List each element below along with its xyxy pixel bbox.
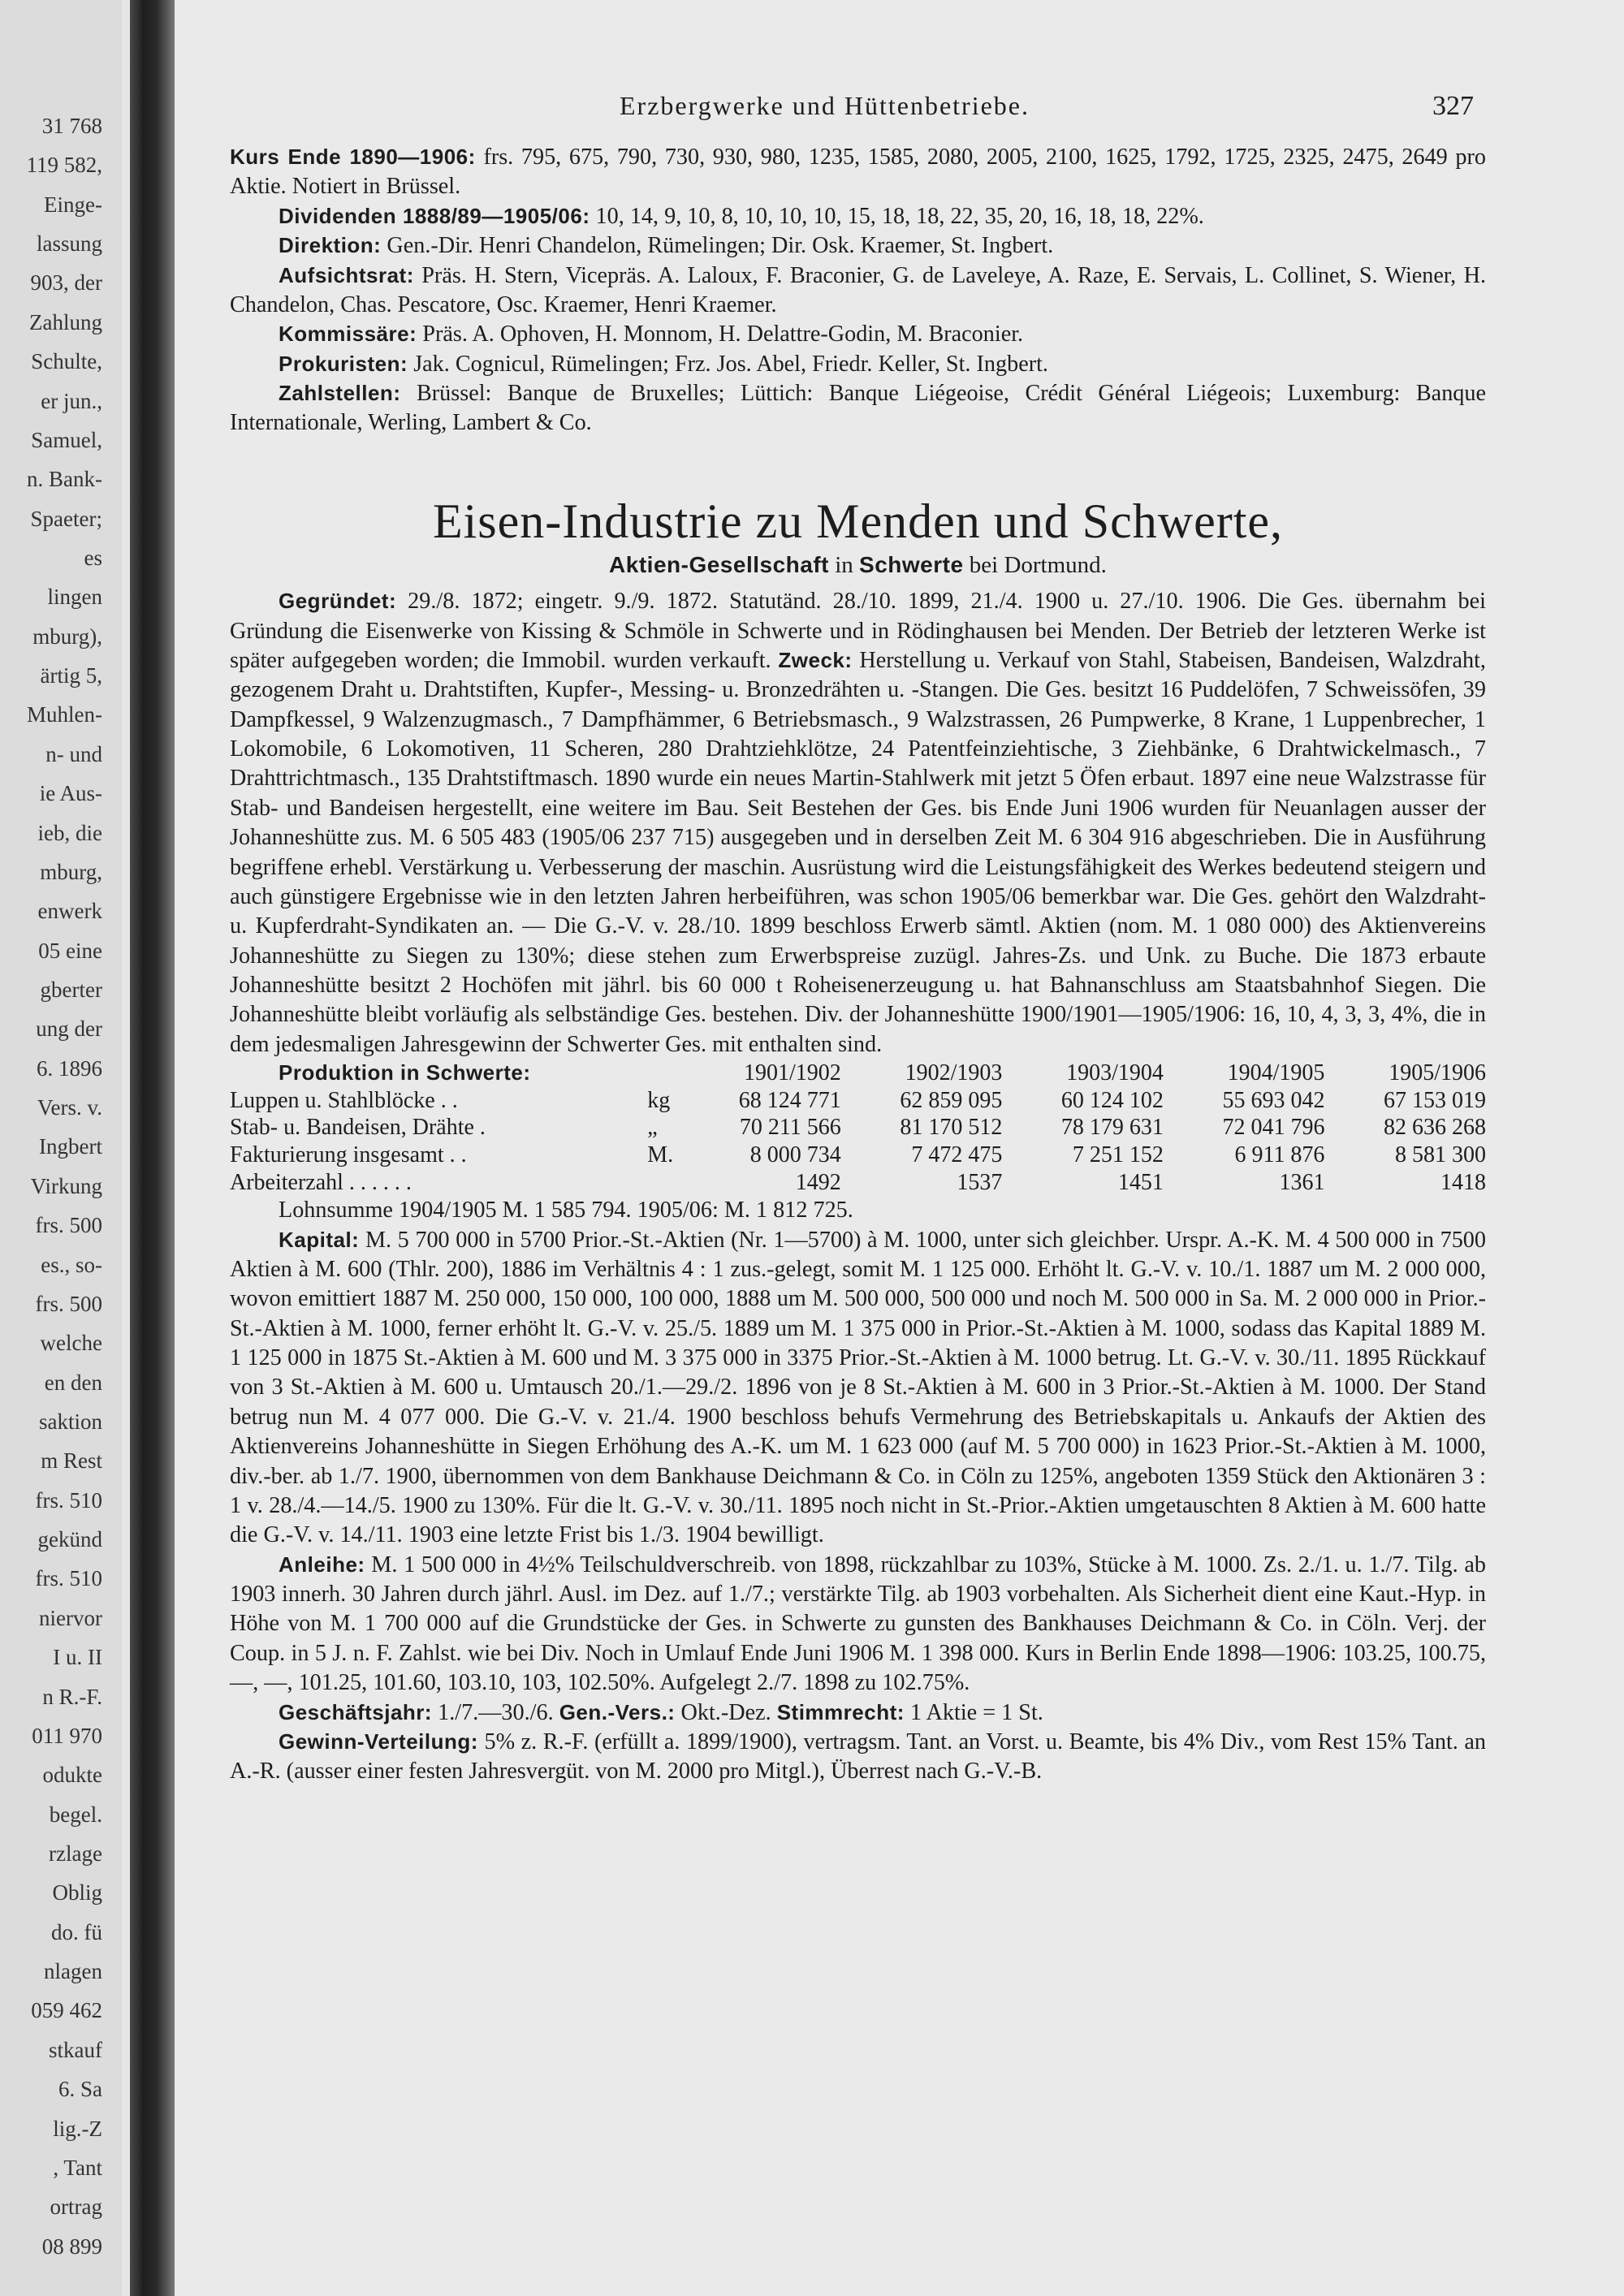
margin-fragment: n. Bank- [27,467,102,491]
subtitle-ag: Aktien-Gesellschaft [609,551,829,577]
lohnsumme-line: Lohnsumme 1904/1905 M. 1 585 794. 1905/06: M. 1 812 725. [279,1198,853,1224]
table-cell: 78 179 631 [1060,1115,1164,1141]
genvers-label: Gen.-Vers.: [559,1699,676,1724]
dividenden-text: 10, 14, 9, 10, 8, 10, 10, 10, 15, 18, 18, 22, 35, 20, 16, 18, 18, 22%. [590,203,1204,229]
margin-fragment: Einge- [44,192,102,217]
book-spine-shadow [130,0,175,2296]
gewinn-paragraph [230,1728,1486,1787]
table-cell: 1492 [795,1169,841,1195]
margin-fragment: mburg), [32,624,102,649]
table-cell: 72 041 796 [1222,1115,1325,1141]
margin-fragment: es [84,546,102,570]
margin-fragment: Muhlen- [27,702,102,727]
stimmrecht-text: 1 Aktie = 1 St. [904,1699,1043,1725]
aufsichtsrat-paragraph [230,261,1486,321]
table-cell: 55 693 042 [1222,1087,1325,1113]
kommissaere-paragraph [230,320,1486,349]
kurs-label: Kurs Ende 1890—1906: [230,145,476,169]
table-cell: 8 000 734 [749,1142,841,1167]
prokuristen-label: Prokuristen: [279,351,408,376]
direktion-text: Gen.-Dir. Henri Chandelon, Rümelingen; Dir. Osk. Kraemer, St. Ingbert. [381,233,1054,259]
prokuristen-text: Jak. Cognicul, Rümelingen; Frz. Jos. Abel, Friedr. Keller, St. Ingbert. [408,351,1048,377]
margin-fragment: nlagen [44,1959,102,1983]
gegruendet-text: 29./8. 1872; eingetr. 9./9. 1872. Statutänd. 28./10. 1899, 21./4. 1900 u. 27./10. 1906. Die Ges. übernahm bei Gründung die Eisenwerke von Kissing & Schmöle in Schwerte und in Rödinghausen bei Menden. Der Betrieb der letzteren Werke ist später aufgegeben worden; die Immobil. wurden verkauft. [230,589,1486,673]
kommissaere-label: Kommissäre: [279,322,417,347]
margin-fragment: do. fü [51,1920,102,1944]
aufsichtsrat-text: Präs. H. Stern, Vicepräs. A. Laloux, F. Braconier, G. de Laveleye, A. Raze, E. Servais, L. Collinet, S. Wiener, H. Chandelon, Chas. Pescatore, Osc. Kraemer, Henri Kraemer. [230,262,1486,317]
dividenden-label: Dividenden 1888/89—1905/06: [279,203,590,228]
margin-fragment: gekünd [37,1527,102,1552]
margin-fragment: ieb, die [37,821,102,845]
zahlstellen-paragraph [230,379,1486,438]
margin-fragment: 6. 1896 [37,1056,102,1081]
year-header: 1904/1905 [1227,1060,1325,1086]
margin-fragment: 903, der [30,270,102,295]
margin-fragment: 08 899 [41,2234,102,2259]
table-cell: 68 124 771 [738,1087,841,1113]
subtitle-city: Schwerte [859,551,964,577]
company-title: Eisen-Industrie zu Menden und Schwerte, [432,494,1284,548]
row-label: Luppen u. Stahlblöcke . . [230,1087,458,1113]
year-header: 1901/1902 [744,1060,841,1086]
direktion-label: Direktion: [279,233,382,258]
geschaeftsjahr-label: Geschäftsjahr: [279,1699,433,1724]
genvers-text: Okt.-Dez. [675,1699,777,1725]
margin-fragment: frs. 500 [35,1213,102,1237]
table-cell: 7 472 475 [911,1142,1003,1167]
kapital-label: Kapital: [279,1227,360,1252]
margin-fragment: ortrag [50,2195,102,2219]
margin-fragment: er jun., [41,389,102,413]
subtitle-in: in [828,551,860,578]
margin-fragment: Zahlung [29,310,102,334]
year-header: 1903/1904 [1066,1060,1164,1086]
stimmrecht-label: Stimmrecht: [776,1699,905,1724]
margin-fragment: lig.-Z [53,2117,102,2141]
margin-fragment: lingen [47,585,102,609]
table-cell: 8 581 300 [1395,1142,1486,1167]
table-row [230,1114,1486,1142]
margin-fragment: 059 462 [31,1998,102,2022]
table-cell: 1537 [957,1169,1003,1195]
margin-fragment: Samuel, [31,428,102,452]
margin-fragment: es., so- [41,1253,102,1277]
year-header: 1902/1903 [905,1060,1003,1086]
dividenden-paragraph [230,202,1486,231]
margin-fragment: Virkung [30,1174,102,1198]
margin-fragment: 119 582, [26,153,102,177]
row-unit [633,1169,680,1197]
margin-fragment: rzlage [49,1841,102,1866]
kapital-text: M. 5 700 000 in 5700 Prior.-St.-Aktien (Nr. 1—5700) à M. 1000, unter sich gleichber. Urspr. A.-K. M. 4 500 000 in 7500 Aktien à M. 600 (Thlr. 200), 1886 im Verhältnis 4 : 1 zus.-gelegt, somit M. 1 125 000. Erhöht lt. G.-V. v. 10./1. 1887 um M. 2 000 000, wovon emittiert 1887 M. 250 000, 150 000, 100 000, 1888 um M. 500 000, 500 000 und noch M. 500 000 in Sa. M. 2 000 000 in Prior.-St.-Aktien à M. 1000, ferner erhöht lt. G.-V. v. 25./5. 1889 um M. 1 375 000 in Prior.-St.-Aktien à M. 1000, sodass das Kapital 1889 M. 1 125 000 in 1875 St.-Aktien à M. 600 und M. 3 375 000 in 3375 Prior.-St.-Aktien à M. 1000 betrug. Lt. G.-V. v. 30./11. 1895 Rückkauf von 3 St.-Aktien à M. 600 u. Umtausch 20./1.—29./2. 1896 von je 8 St.-Aktien à M. 600 in 3 Prior.-St.-Aktien à M. 1000. Der Stand betrug nun M. 4 077 000. Die G.-V. v. 21./4. 1900 beschloss behufs Vermehrung des Betriebskapitals u. Ankaufs der Aktien des Aktienvereins Johanneshütte in Siegen Erhöhung des A.-K. um M. 1 623 000 (auf M. 5 700 000) in 1623 Prior.-St.-Aktien à M. 1000, div.-ber. ab 1./7. 1900, übernommen von dem Bankhause Deichmann & Co. in Cöln zu 125%, angeboten 1359 Stück den Aktionären 3 : 1 v. 28./4.—14./5. 1900 zu 130%. Für die lt. G.-V. v. 30./11. 1895 noch nicht in St.-Prior.-Aktien umgetauschten 8 Aktien à M. 600 hatte die G.-V. v. 14./11. 1903 eine letzte Frist bis 1./3. 1904 bewilligt. [230,1227,1486,1548]
margin-fragment: 011 970 [32,1724,102,1748]
geschaeftsjahr-paragraph [230,1698,1486,1728]
margin-fragment: , Tant [53,2156,102,2180]
margin-fragment: frs. 500 [35,1292,102,1316]
kommissaere-text: Präs. A. Ophoven, H. Monnom, H. Delattre-Godin, M. Braconier. [417,322,1024,347]
header-title: Erzbergwerke und Hüttenbetriebe. [620,91,1030,120]
margin-fragment: ie Aus- [39,781,102,805]
direktion-paragraph [230,231,1486,261]
margin-fragment: Spaeter; [30,507,102,531]
table-cell: 7 251 152 [1072,1142,1164,1167]
aufsichtsrat-label: Aufsichtsrat: [279,262,414,287]
row-label: Arbeiterzahl . . . . . . [230,1169,412,1195]
margin-fragment: frs. 510 [35,1488,102,1513]
kapital-paragraph [230,1226,1486,1551]
table-cell: 1418 [1440,1169,1486,1195]
margin-fragment: lassung [37,231,102,256]
row-unit: „ [647,1115,658,1141]
company-subtitle [230,550,1486,580]
margin-fragment: I u. II [53,1645,102,1669]
margin-fragment: 05 eine [38,939,102,963]
page-number: 327 [1432,91,1474,121]
geschaeftsjahr-text: 1./7.—30./6. [432,1699,559,1725]
gewinn-text: 5% z. R.-F. (erfüllt a. 1899/1900), vertragsm. Tant. an Vorst. u. Beamte, bis 4% Div., vom Rest 15% Tant. an A.-R. (ausser einer festen Jahresvergüt. von M. 2000 pro Mitgl.), Überrest nach G.-V.-B. [230,1728,1486,1785]
margin-fragment: n- und [45,742,102,766]
gegruendet-label: Gegründet: [279,589,397,614]
anleihe-label: Anleihe: [279,1552,365,1577]
margin-fragment: n R.-F. [42,1685,102,1709]
row-label: Stab- u. Bandeisen, Drähte . [230,1115,486,1141]
margin-fragment: 31 768 [41,114,102,138]
book-page [175,0,1624,2296]
table-cell: 81 170 512 [900,1115,1003,1141]
gegruendet-paragraph [230,587,1486,1060]
margin-fragment: gberter [40,978,102,1002]
production-table [230,1060,1486,1196]
year-header: 1905/1906 [1389,1060,1486,1086]
margin-fragment: en den [44,1370,102,1395]
margin-fragment: mburg, [40,860,102,884]
production-label: Produktion in Schwerte: [279,1060,531,1085]
table-cell: 6 911 876 [1234,1142,1325,1167]
margin-fragment: niervor [39,1606,102,1630]
anleihe-text: M. 1 500 000 in 4½% Teilschuldverschreib. von 1898, rückzahlbar zu 103%, Stücke à M. 1000. Zs. 2./1. u. 1./7. Tilg. ab 1903 innerh. 30 Jahren durch jährl. Ausl. im Dez. auf 1./7.; verstärkte Tilg. ab 1903 vorbehalten. Als Sicherheit dient eine Kaut.-Hyp. in Höhe von M. 1 700 000 auf die Grundstücke der Ges. in Schwerte zu gunsten des Bankhauses Deichmann & Co. in Cöln. Verj. der Coup. in 5 J. n. F. Zahlst. wie bei Div. Noch in Umlauf Ende Juni 1906 M. 1 398 000. Kurs in Berlin Ende 1898—1906: 103.25, 100.75, —, —, 101.25, 101.60, 103.10, 103, 102.50%. Aufgelegt 2./7. 1898 zu 102.75%. [230,1552,1486,1696]
zahlstellen-label: Zahlstellen: [279,381,401,405]
margin-fragment: Ingbert [39,1134,102,1159]
table-row [230,1142,1486,1169]
table-cell: 1451 [1117,1169,1164,1195]
margin-fragment: enwerk [37,899,102,923]
table-row [230,1169,1486,1197]
margin-fragment: m Rest [41,1448,102,1473]
running-header [175,91,1624,132]
table-cell: 62 859 095 [900,1087,1003,1113]
zweck-text: Herstellung u. Verkauf von Stahl, Stabeisen, Bandeisen, Walzdraht, gezogenem Draht u. Drahtstiften, Kupfer-, Messing- u. Bronzedrähten u. -Stangen. Die Ges. besitzt 16 Puddelöfen, 7 Schweissöfen, 39 Dampfkessel, 9 Walzenzugmasch., 7 Dampfhämmer, 6 Betriebsmasch., 9 Walzstrassen, 26 Pumpwerke, 8 Krane, 1 Luppenbrecher, 1 Lokomobile, 6 Lokomotiven, 11 Scheren, 280 Drahtziehklötze, 24 Patentfeinziehtische, 3 Ziehbänke, 6 Drahtwickelmasch., 7 Drahttrichtmasch., 135 Drahtstiftmasch. 1890 wurde ein neues Martin-Stahlwerk mit jetzt 5 Öfen erbaut. 1897 eine neue Walzstrasse für Stab- und Bandeisen hergestellt, eine weitere im Bau. Seit Bestehen der Ges. bis Ende Juni 1906 wurden für Neuanlagen ausser der Johanneshütte zus. M. 6 505 483 (1905/06 237 715) ausgegeben und in derselben Zeit M. 6 304 916 abgeschrieben. Die in Ausführung begriffene erhebl. Verstärkung u. Verbesserung der maschin. Ausrüstung wird die Leistungsfähigkeit des Werkes bedeutend steigern und auch günstigere Ergebnisse wie in den letzten Jahren herbeiführen, was schon 1905/06 bemerkbar war. Die Ges. gehört den Walzdraht- u. Kupferdraht-Syndikaten an. — Die G.-V. v. 28./10. 1899 beschloss Erwerb sämtl. Aktien (nom. M. 1 080 000) des Aktienvereins Johanneshütte zu Siegen zu 130%; diese stehen zum Erwerbspreise zuzügl. Jahres-Zs. und Unk. zu Buche. Die 1873 erbaute Johanneshütte besitzt 2 Hochöfen mit jährl. bis 60 000 t Roheisenerzeugung u. hat Bahnanschluss am Staatsbahnhof Siegen. Die Johanneshütte bleibt vorläufig als selbständige Ges. bestehen. Div. der Johanneshütte 1900/1901—1905/1906: 16, 10, 4, 3, 3, 4%, die in dem jedesmaligen Jahresgewinn der Schwerter Ges. mit enthalten sind. [230,647,1486,1057]
margin-fragment: Vers. v. [37,1095,102,1120]
margin-fragment: frs. 510 [35,1566,102,1590]
margin-fragment: odukte [42,1763,102,1787]
margin-fragment: 6. Sa [58,2077,102,2101]
margin-fragment: ärtig 5, [40,663,102,688]
zahlstellen-text: Brüssel: Banque de Bruxelles; Lüttich: Banque Liégeoise, Crédit Général Liégeois; Luxemburg: Banque Internationale, Werling, Lambert & Co. [230,381,1486,436]
subtitle-end: bei Dortmund. [963,551,1107,578]
prokuristen-paragraph [230,350,1486,379]
previous-page-margin [0,0,122,2296]
margin-fragment: saktion [39,1409,102,1434]
row-label: Fakturierung insgesamt . . [230,1142,467,1167]
margin-fragment: Schulte, [31,349,102,373]
kurs-text: frs. 795, 675, 790, 730, 930, 980, 1235, 1585, 2080, 2005, 2100, 1625, 1792, 1725, 2325, 2475, 2649 pro Aktie. Notiert in Brüssel. [230,145,1486,200]
margin-fragment: stkauf [49,2038,102,2062]
margin-fragment: Oblig [52,1880,102,1905]
table-cell: 67 153 019 [1384,1087,1486,1113]
margin-fragment: ung der [36,1016,102,1041]
zweck-label: Zweck: [778,647,853,672]
row-unit: M. [647,1142,674,1167]
margin-fragment: begel. [49,1802,102,1827]
table-cell: 70 211 566 [739,1115,841,1141]
table-row [230,1087,1486,1115]
kurs-paragraph [230,143,1486,202]
row-unit: kg [647,1087,671,1113]
anleihe-paragraph [230,1551,1486,1698]
table-cell: 1361 [1279,1169,1325,1195]
margin-fragment: welche [40,1331,102,1355]
gewinn-label: Gewinn-Verteilung: [279,1728,478,1754]
page-body [230,143,1486,1787]
table-cell: 60 124 102 [1060,1087,1164,1113]
table-cell: 82 636 268 [1384,1115,1486,1141]
production-header-row [230,1060,1486,1087]
